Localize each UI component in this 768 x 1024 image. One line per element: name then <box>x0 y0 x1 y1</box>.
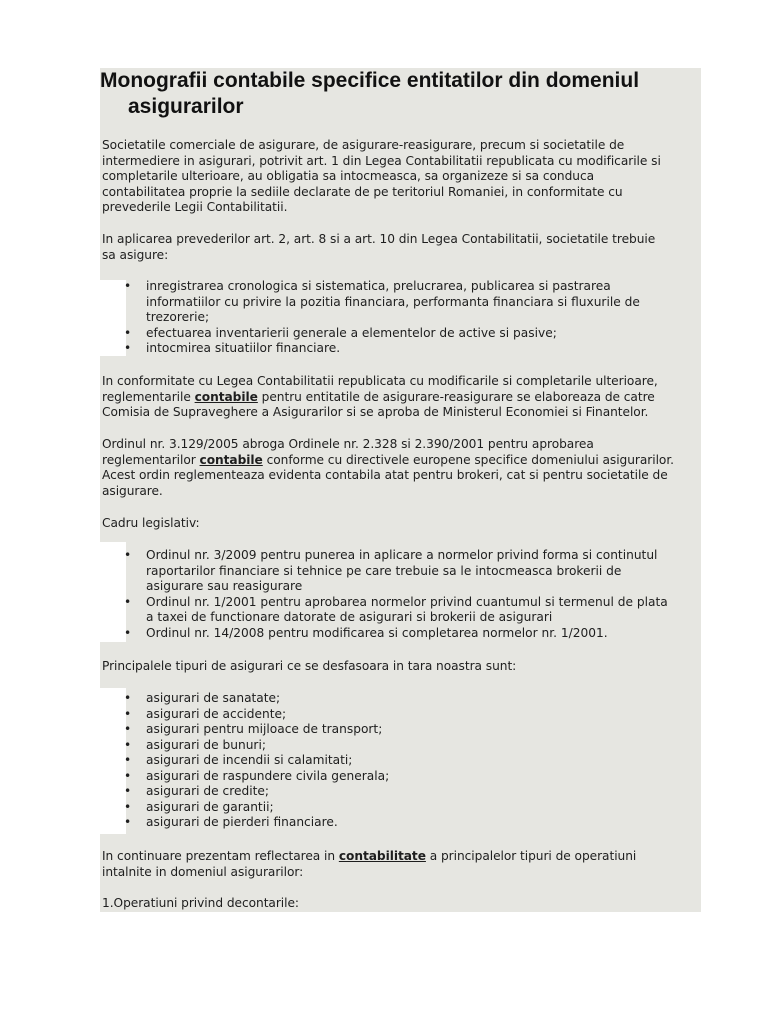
ordinul-paragraph: Ordinul nr. 3.129/2005 abroga Ordinele nr. 2.328 si 2.390/2001 pentru aprobarea reglementarilor contabile conforme cu directivele europene specifice domeniului asigurarilor. Acest ordin reglementeaza evidenta contabila atat pentru brokeri, cat si pentru societatile de asigurare. <box>102 437 674 498</box>
title-line-2: asigurarilor <box>128 95 244 118</box>
cadru-heading: Cadru legislativ: <box>102 516 200 530</box>
contabile-link[interactable]: contabile <box>194 389 258 404</box>
list-item: • asigurari de garantii; <box>124 799 274 814</box>
bullet-icon: • <box>124 325 132 340</box>
list-item: • asigurari pentru mijloace de transport; <box>124 722 383 736</box>
list-item: • Ordinul nr. 3/2009 pentru punerea in aplicare a normelor privind forma si continutul raportarilor financiare si tehnice pe care trebuie sa le intocmeasca brokerii de asigurare sau reasigurare <box>124 548 658 593</box>
bullet-icon: • <box>124 706 132 721</box>
continuare-paragraph: In continuare prezentam reflectarea in contabilitate a principalelor tipuri de operatiuni intalnite in domeniul asigurarilor: <box>102 849 637 879</box>
list-item: • intocmirea situatiilor financiare. <box>124 341 341 355</box>
list-item: • asigurari de sanatate; <box>124 691 281 705</box>
title-line-1: Monografii contabile specifice entitatilor din domeniul <box>100 69 640 92</box>
operatiuni-heading: 1.Operatiuni privind decontarile: <box>102 896 299 910</box>
list-item: • asigurari de raspundere civila generala; <box>124 768 390 783</box>
bullet-icon: • <box>124 548 132 562</box>
aplicarea-paragraph: In aplicarea prevederilor art. 2, art. 8 si a art. 10 din Legea Contabilitatii, societatile trebuie sa asigure: <box>102 232 656 262</box>
list-item: • Ordinul nr. 14/2008 pentru modificarea si completarea normelor nr. 1/2001. <box>124 625 608 640</box>
bullet-icon: • <box>124 691 132 705</box>
bullet-icon: • <box>124 341 132 355</box>
list-item: • asigurari de pierderi financiare. <box>124 815 338 829</box>
intro-paragraph: Societatile comerciale de asigurare, de asigurare-reasigurare, precum si societatile de intermediere in asigurari, potrivit art. 1 din Legea Contabilitatii republicata cu modificarile si completarile ulterioare, au obligatia sa intocmeasca, sa organizeze si sa conduca contabilitatea proprie la sediile declarate de pe teritoriul Romaniei, in conformitate cu prevederile Legii Contabilitatii. <box>102 138 661 214</box>
contabilitate-link[interactable]: contabilitate <box>338 849 426 863</box>
list-item: • asigurari de credite; <box>124 784 269 798</box>
bullet-icon: • <box>124 799 132 814</box>
obligatii-list <box>102 279 702 357</box>
page-title <box>100 68 700 120</box>
list-item: • asigurari de bunuri; <box>124 737 266 752</box>
contabile-link[interactable]: contabile <box>199 452 263 467</box>
bullet-icon: • <box>124 737 132 752</box>
list-item: • efectuarea inventarierii generale a elementelor de active si pasive; <box>124 325 557 340</box>
bullet-icon: • <box>124 625 132 640</box>
list-item: • asigurari de accidente; <box>124 706 287 721</box>
list-item: • Ordinul nr. 1/2001 pentru aprobarea normelor privind cuantumul si termenul de plata a taxei de functionare datorate de asigurari si brokerii de asigurari <box>124 594 668 624</box>
bullet-icon: • <box>124 722 132 736</box>
conformitate-paragraph: In conformitate cu Legea Contabilitatii republicata cu modificarile si completarile ulterioare, reglementarile contabile pentru entitatile de asigurare-reasigurare se elaboreaza de catre Comisia de Supraveghere a Asigurarilor si se aproba de Ministerul Economiei si Finantelor. <box>102 374 658 419</box>
bullet-icon: • <box>124 784 132 798</box>
bullet-icon: • <box>124 279 132 293</box>
list-item: • asigurari de incendii si calamitati; <box>124 753 353 767</box>
principalele-paragraph: Principalele tipuri de asigurari ce se desfasoara in tara noastra sunt: <box>102 659 517 673</box>
bullet-icon: • <box>124 594 132 609</box>
cadru-list <box>102 548 702 641</box>
bullet-icon: • <box>124 768 132 783</box>
bullet-icon: • <box>124 815 132 829</box>
bullet-icon: • <box>124 753 132 767</box>
list-item: • inregistrarea cronologica si sistematica, prelucrarea, publicarea si pastrarea informatiilor cu privire la pozitia financiara, performanta financiara si fluxurile de trezorerie; <box>124 279 640 324</box>
tipuri-list <box>102 691 702 831</box>
